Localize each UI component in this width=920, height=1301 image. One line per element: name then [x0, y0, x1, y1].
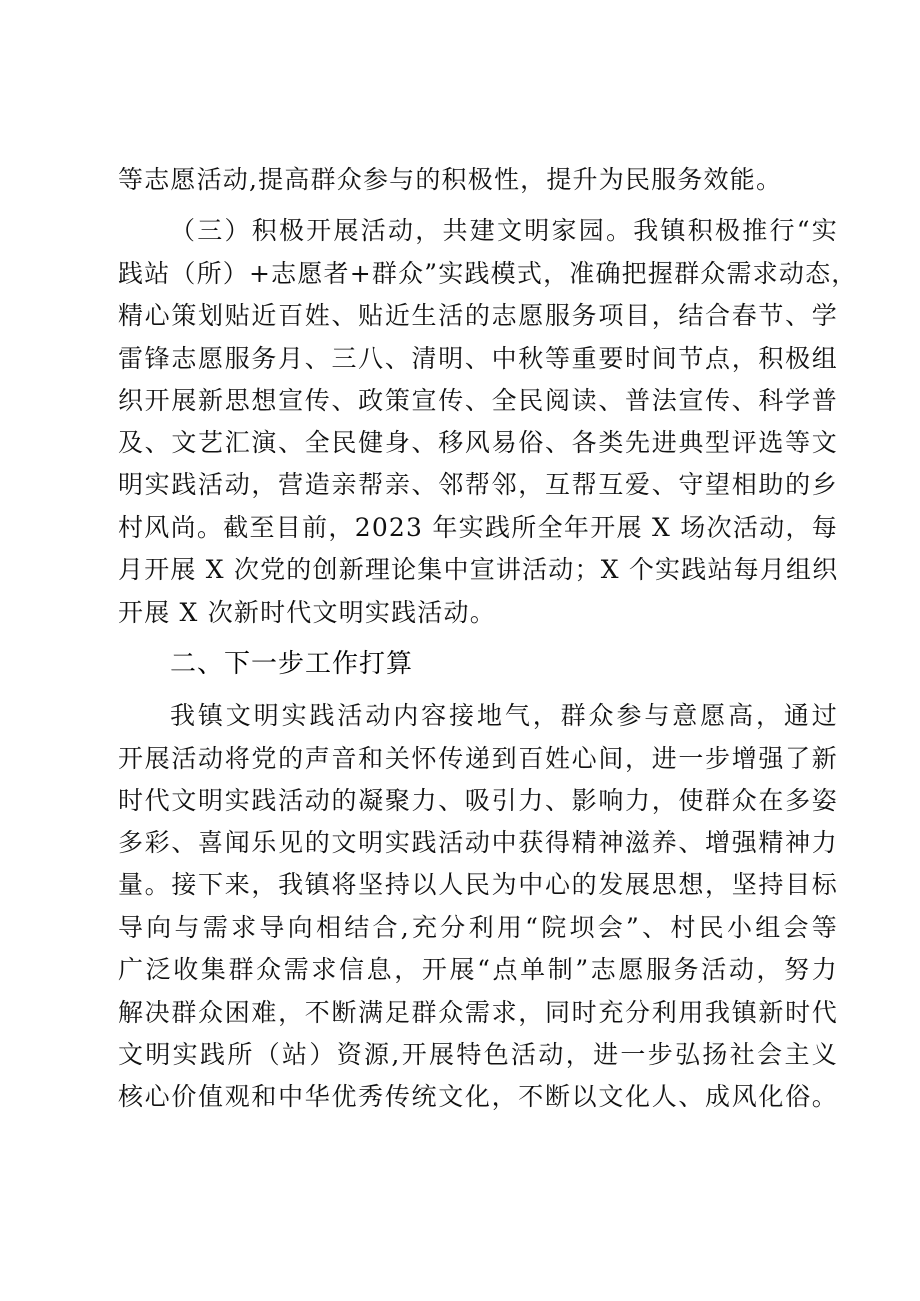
paragraph-3-line-2: 开展活动将党的声音和关怀传递到百姓心间，进一步增强了新: [118, 744, 838, 773]
paragraph-3-line-4: 多彩、喜闻乐见的文明实践活动中获得精神滋养、增强精神力: [118, 828, 838, 857]
paragraph-2-line-6: 及、文艺汇演、全民健身、移风易俗、各类先进典型评选等文: [118, 428, 838, 457]
paragraph-2-line-5: 织开展新思想宣传、政策宣传、全民阅读、普法宣传、科学普: [118, 386, 838, 415]
paragraph-2-line-4: 雷锋志愿服务月、三八、清明、中秋等重要时间节点，积极组: [118, 344, 838, 373]
paragraph-2-line-7: 明实践活动，营造亲帮亲、邻帮邻，互帮互爱、守望相助的乡: [118, 470, 838, 499]
paragraph-3-line-3: 时代文明实践活动的凝聚力、吸引力、影响力，使群众在多姿: [118, 786, 838, 815]
paragraph-3-line-9: 文明实践所（站）资源,开展特色活动，进一步弘扬社会主义: [118, 1040, 838, 1069]
paragraph-3-line-8: 解决群众困难，不断满足群众需求，同时充分利用我镇新时代: [118, 998, 838, 1027]
section-heading: 二、下一步工作打算: [170, 649, 414, 679]
paragraph-2-line-9: 月开展 X 次党的创新理论集中宣讲活动；X 个实践站每月组织: [118, 555, 839, 584]
paragraph-2-line-10: 开展 X 次新时代文明实践活动。: [118, 598, 496, 627]
paragraph-2-line-2: 践站（所）+志愿者+群众”实践模式，准确把握群众需求动态，: [118, 259, 858, 288]
paragraph-2-line-1: （三）积极开展活动，共建文明家园。我镇积极推行“实: [170, 216, 838, 245]
paragraph-3-line-7: 广泛收集群众需求信息，开展“点单制”志愿服务活动，努力: [118, 955, 838, 984]
paragraph-1-line-1: 等志愿活动,提高群众参与的积极性，提升为民服务效能。: [118, 165, 783, 194]
paragraph-3-line-6: 导向与需求导向相结合,充分利用“院坝会”、村民小组会等: [118, 913, 838, 942]
paragraph-2-line-3: 精心策划贴近百姓、贴近生活的志愿服务项目，结合春节、学: [118, 301, 838, 330]
paragraph-2-line-8: 村风尚。截至目前，2023 年实践所全年开展 X 场次活动，每: [118, 513, 838, 542]
paragraph-3-line-1: 我镇文明实践活动内容接地气，群众参与意愿高，通过: [170, 701, 838, 730]
paragraph-3-line-5: 量。接下来，我镇将坚持以人民为中心的发展思想，坚持目标: [118, 870, 838, 899]
paragraph-3-line-10: 核心价值观和中华优秀传统文化，不断以文化人、成风化俗。: [118, 1082, 838, 1111]
